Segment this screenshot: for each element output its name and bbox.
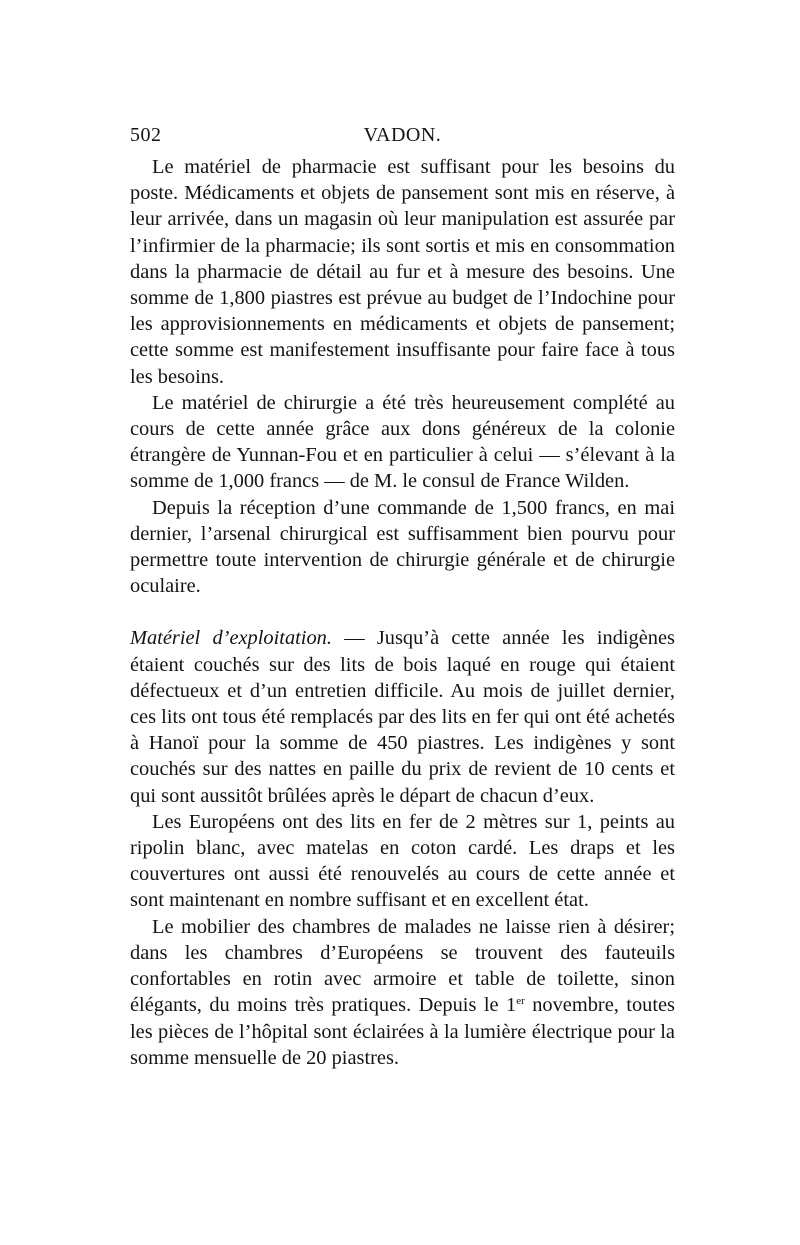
page-number: 502 bbox=[130, 124, 162, 146]
paragraph-chirurgie: Le matériel de chirurgie a été très heureusement complété au cours de cette année grâce aux dons généreux de la colonie étrangère de Yunnan-Fou et en particulier à celui — s’élevant à la somme de 1,000 francs — de M. le consul de France Wilden. bbox=[130, 391, 675, 493]
paragraph-exploitation-text: — Jusqu’à cette année les indigènes étaient couchés sur des lits de bois laqué en rouge qui étaient défectueux et d’un entretien difficile. Au mois de juillet dernier, ces lits ont tous été remplacés par des lits en fer qui ont été achetés à Hanoï pour la somme de 450 piastres. Les indigènes y sont couchés sur des nattes en paille du prix de revient de 10 cents et qui sont aussitôt brûlées après le départ de chacun d’eux. bbox=[130, 627, 675, 807]
paragraph-mobilier bbox=[130, 914, 675, 1071]
paragraph-pharmacie: Le matériel de pharmacie est suffisant pour les besoins du poste. Médicaments et objets de pansement sont mis en réserve, à leur arrivée, dans un magasin où leur manipulation est assurée par l’infirmier de la pharmacie; ils sont sortis et mis en consommation dans la pharmacie de détail au fur et à mesure des besoins. Une somme de 1,800 piastres est prévue au budget de l’Indochine pour les approvisionnements en médicaments et objets de pansement; cette somme est manifestement insuffisante pour faire face à tous les besoins. bbox=[130, 156, 675, 388]
running-head bbox=[130, 124, 675, 154]
document-page bbox=[130, 124, 675, 1071]
paragraph-mobilier-text: Le mobilier des chambres de malades ne laisse rien à désirer; dans les chambres d’Européens se trouvent des fauteuils confortables en rotin avec armoire et table de toilette, sinon élégants, du moins très pratiques. Depuis le 1 bbox=[130, 915, 675, 1017]
body-text bbox=[130, 154, 675, 1071]
running-title: VADON. bbox=[363, 124, 442, 146]
paragraph-exploitation bbox=[130, 625, 675, 808]
paragraph-arsenal: Depuis la réception d’une commande de 1,500 francs, en mai dernier, l’arsenal chirurgical est suffisamment bien pourvu pour permettre toute intervention de chirurgie générale et de chirurgie oculaire. bbox=[130, 496, 675, 598]
ordinal-superscript: er bbox=[516, 995, 525, 1008]
section-heading: Matériel d’exploitation. bbox=[130, 627, 332, 650]
paragraph-europeens: Les Européens ont des lits en fer de 2 mètres sur 1, peints au ripolin blanc, avec matelas en coton cardé. Les draps et les couvertures ont aussi été renouvelés au cours de cette année et sont maintenant en nombre suffisant et en excellent état. bbox=[130, 810, 675, 912]
paragraph-mobilier-text-continued: novembre, toutes les pièces de l’hôpital sont éclairées à la lumière électrique pour la somme mensuelle de 20 piastres. bbox=[130, 994, 675, 1069]
